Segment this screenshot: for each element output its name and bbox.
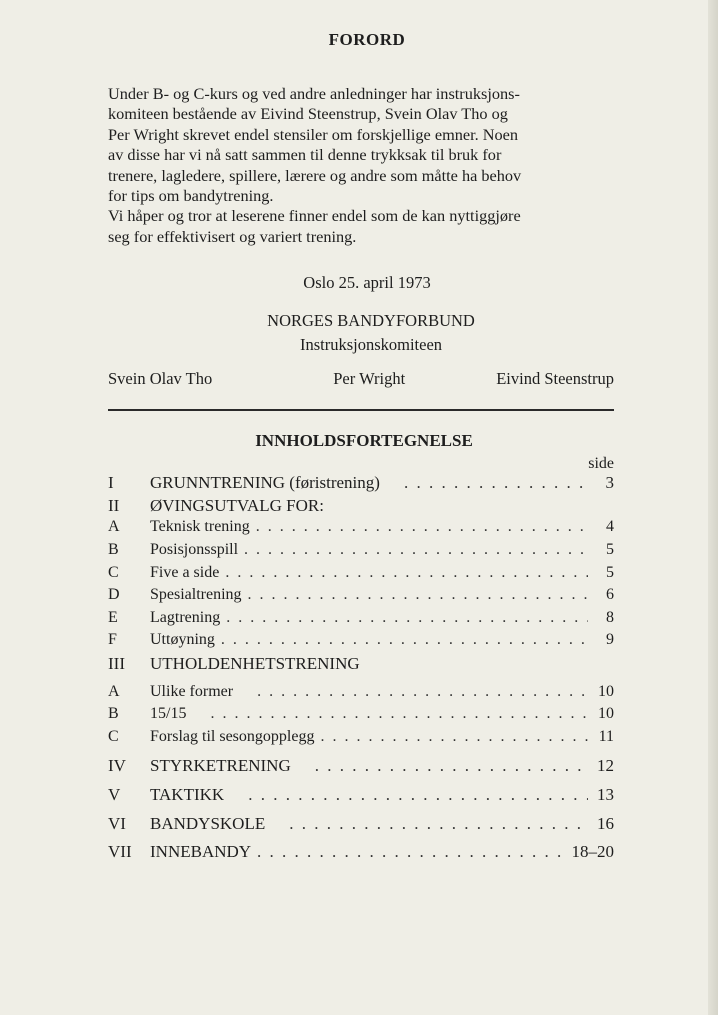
toc-entry-label: Posisjonsspill bbox=[150, 541, 239, 559]
toc-entry bbox=[108, 518, 614, 541]
page-edge bbox=[708, 0, 718, 1015]
toc-leader-dots bbox=[248, 586, 588, 604]
toc-entry-page: 8 bbox=[606, 608, 614, 626]
toc-leader-dots bbox=[404, 473, 588, 493]
toc-leader-dots bbox=[289, 814, 588, 834]
toc-entry-page: 5 bbox=[606, 563, 614, 581]
toc-entry-number: F bbox=[108, 631, 117, 649]
section-divider bbox=[108, 409, 614, 411]
foreword-title: FORORD bbox=[328, 30, 406, 49]
toc-entry-label: Uttøyning bbox=[150, 631, 215, 649]
toc-entry-number: B bbox=[108, 705, 119, 723]
toc-entry-label: Forslag til sesongopplegg bbox=[150, 727, 315, 745]
signers bbox=[108, 369, 614, 389]
toc-entry-page: 5 bbox=[606, 541, 614, 559]
organization-name: NORGES BANDYFORBUND bbox=[267, 311, 475, 331]
toc-entry-number: C bbox=[108, 563, 119, 581]
toc-entry-page: 11 bbox=[598, 727, 614, 745]
toc-entry-label: GRUNNTRENING (føristrening) bbox=[150, 473, 380, 493]
toc-leader-dots bbox=[244, 541, 588, 559]
toc-entry-label: Lagtrening bbox=[150, 608, 221, 626]
toc-entry-page: 16 bbox=[597, 813, 614, 833]
toc-entry bbox=[108, 756, 614, 779]
toc-entry bbox=[108, 631, 614, 654]
toc-leader-dots bbox=[257, 683, 588, 701]
toc-entry-label: INNEBANDY bbox=[150, 842, 252, 862]
signer-name: Eivind Steenstrup bbox=[496, 369, 614, 389]
toc-entry-page: 10 bbox=[598, 682, 614, 700]
toc-entry-page: 18–20 bbox=[571, 842, 614, 862]
toc-entry-number: A bbox=[108, 682, 120, 700]
toc-entry bbox=[108, 814, 614, 837]
toc-leader-dots bbox=[210, 705, 588, 723]
foreword-line: av disse har vi nå satt sammen til denne trykksak til bruk for bbox=[108, 145, 502, 165]
toc-leader-dots bbox=[315, 756, 588, 776]
table-of-contents bbox=[108, 473, 614, 865]
toc-entry-number: C bbox=[108, 727, 119, 745]
toc-entry bbox=[108, 586, 614, 609]
toc-entry-number: IV bbox=[108, 756, 126, 776]
toc-entry-page: 6 bbox=[606, 586, 614, 604]
toc-entry-number: B bbox=[108, 541, 119, 559]
toc-entry-page: 4 bbox=[606, 518, 614, 536]
foreword-line: Per Wright skrevet endel stensiler om forskjellige emner. Noen bbox=[108, 124, 519, 144]
toc-leader-dots bbox=[257, 842, 565, 862]
committee-name: Instruksjonskomiteen bbox=[299, 335, 443, 355]
toc-leader-dots bbox=[225, 564, 588, 582]
toc-entry bbox=[108, 785, 614, 808]
toc-entry-page: 12 bbox=[597, 756, 614, 776]
foreword-line: seg for effektivisert og variert trening. bbox=[108, 226, 357, 246]
toc-entry bbox=[108, 541, 614, 564]
foreword-line: trenere, lagledere, spillere, lærere og andre som måtte ha behov bbox=[108, 165, 522, 185]
toc-entry-page: 10 bbox=[598, 705, 614, 723]
toc-entry bbox=[108, 473, 614, 496]
toc-entry-label: Ulike former bbox=[150, 682, 234, 700]
toc-entry-label: Five a side bbox=[150, 563, 220, 581]
toc-entry-label: UTHOLDENHETSTRENING bbox=[150, 654, 360, 673]
toc-entry-number: III bbox=[108, 654, 125, 673]
toc-entry bbox=[108, 705, 614, 728]
toc-entry-number: VII bbox=[108, 842, 132, 862]
toc-leader-dots bbox=[221, 631, 588, 649]
toc-entry bbox=[108, 609, 614, 632]
toc-leader-dots bbox=[248, 785, 588, 805]
toc-entry-number: A bbox=[108, 518, 120, 536]
toc-entry bbox=[108, 496, 614, 519]
toc-entry-page: 13 bbox=[597, 784, 614, 804]
toc-entry bbox=[108, 728, 614, 751]
signer-name: Per Wright bbox=[333, 369, 406, 389]
foreword-date: Oslo 25. april 1973 bbox=[303, 273, 431, 293]
toc-leader-dots bbox=[256, 518, 588, 536]
toc-title: INNHOLDSFORTEGNELSE bbox=[255, 431, 473, 451]
document-page bbox=[108, 30, 614, 865]
toc-entry-page: 9 bbox=[606, 631, 614, 649]
toc-entry-label: STYRKETRENING bbox=[150, 756, 291, 776]
toc-entry bbox=[108, 683, 614, 706]
toc-entry-label: ØVINGSUTVALG FOR: bbox=[150, 495, 324, 515]
signer-name: Svein Olav Tho bbox=[108, 369, 213, 389]
toc-entry bbox=[108, 842, 614, 865]
toc-entry bbox=[108, 564, 614, 587]
toc-entry-label: BANDYSKOLE bbox=[150, 813, 266, 833]
toc-entry-label: Teknisk trening bbox=[150, 518, 250, 536]
foreword-line: Vi håper og tror at leserene finner endel som de kan nyttiggjøre bbox=[108, 206, 521, 226]
toc-entry-number: D bbox=[108, 586, 120, 604]
toc-leader-dots bbox=[320, 728, 588, 746]
foreword-text bbox=[108, 84, 614, 247]
toc-entry bbox=[108, 654, 614, 677]
toc-entry-number: VI bbox=[108, 813, 126, 833]
toc-entry-number: E bbox=[108, 608, 118, 626]
toc-entry-label: 15/15 bbox=[150, 705, 187, 723]
toc-entry-label: Spesialtrening bbox=[150, 586, 242, 604]
toc-entry-number: I bbox=[108, 473, 114, 493]
toc-leader-dots bbox=[226, 609, 588, 627]
toc-entry-number: II bbox=[108, 495, 120, 515]
toc-entry-label: TAKTIKK bbox=[150, 784, 225, 804]
toc-side-label: side bbox=[588, 455, 614, 473]
foreword-line: for tips om bandytrening. bbox=[108, 186, 274, 206]
toc-entry-number: V bbox=[108, 784, 121, 804]
foreword-line: Under B- og C-kurs og ved andre anledninger har instruksjons- bbox=[108, 84, 520, 103]
foreword-line: komiteen bestående av Eivind Steenstrup, Svein Olav Tho og bbox=[108, 104, 508, 124]
toc-entry-page: 3 bbox=[605, 473, 614, 493]
